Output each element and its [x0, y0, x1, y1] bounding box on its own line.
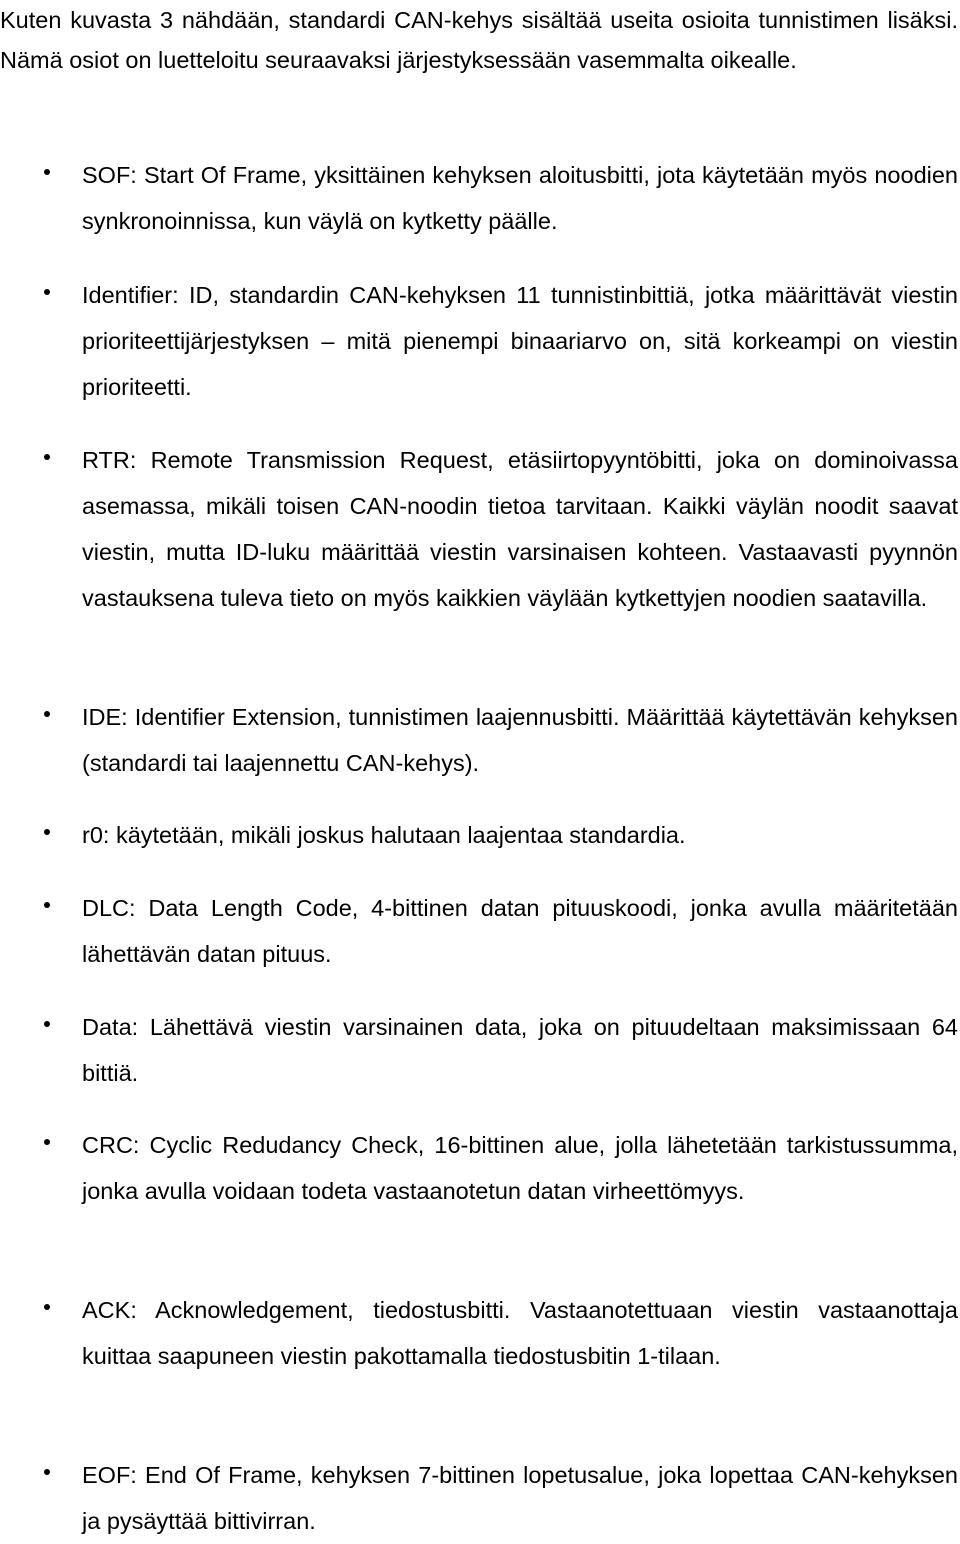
list-item-r0 — [0, 812, 958, 858]
bullet-icon — [44, 902, 50, 908]
list-item-sof — [0, 152, 958, 244]
bullet-icon — [44, 1469, 50, 1475]
bullet-icon — [44, 454, 50, 460]
list-item-text: SOF: Start Of Frame, yksittäinen kehyksen aloitusbitti, jota käytetään myös noodien synkronoinnissa, kun väylä on kytketty päälle. — [82, 162, 958, 234]
list-item-text: ACK: Acknowledgement, tiedostusbitti. Vastaanotettuaan viestin vastaanottaja kuittaa saapuneen viestin pakottamalla tiedostusbitin 1-tilaan. — [82, 1297, 958, 1369]
bullet-icon — [44, 169, 50, 175]
list-item-text: CRC: Cyclic Redudancy Check, 16-bittinen alue, jolla lähetetään tarkistussumma, jonka avulla voidaan todeta vastaanotetun datan virheettömyys. — [82, 1132, 958, 1204]
list-item-data — [0, 1004, 958, 1096]
list-item-text: DLC: Data Length Code, 4-bittinen datan pituuskoodi, jonka avulla määritetään lähettävän datan pituus. — [82, 895, 958, 967]
bullet-icon — [44, 1304, 50, 1310]
list-item-eof — [0, 1452, 958, 1544]
list-item-crc — [0, 1122, 958, 1214]
list-item-text: IDE: Identifier Extension, tunnistimen laajennusbitti. Määrittää käytettävän kehyksen (standardi tai laajennettu CAN-kehys). — [82, 704, 958, 776]
list-item-rtr — [0, 437, 958, 621]
intro-paragraph: Kuten kuvasta 3 nähdään, standardi CAN-kehys sisältää useita osioita tunnistimen lisäksi. Nämä osiot on luetteloitu seuraavaksi järjestyksessään vasemmalta oikealle. — [0, 7, 958, 73]
list-item-ack — [0, 1287, 958, 1379]
list-item-dlc — [0, 885, 958, 977]
bullet-icon — [44, 289, 50, 295]
list-item-identifier — [0, 272, 958, 410]
list-item-text: r0: käytetään, mikäli joskus halutaan laajentaa standardia. — [82, 822, 686, 848]
list-item-text: Data: Lähettävä viestin varsinainen data, joka on pituudeltaan maksimissaan 64 bittiä. — [82, 1014, 958, 1086]
bullet-icon — [44, 829, 50, 835]
bullet-icon — [44, 711, 50, 717]
list-item-text: RTR: Remote Transmission Request, etäsiirtopyyntöbitti, joka on dominoivassa asemassa, mikäli toisen CAN-noodin tietoa tarvitaan. Kaikki väylän noodit saavat viestin, mutta ID-luku määrittää viestin varsinaisen kohteen. Vastaavasti pyynnön vastauksena tuleva tieto on myös kaikkien väylään kytkettyjen noodien saatavilla. — [82, 447, 958, 611]
list-item-ide — [0, 694, 958, 786]
list-item-text: Identifier: ID, standardin CAN-kehyksen 11 tunnistinbittiä, jotka määrittävät viestin prioriteettijärjestyksen – mitä pienempi binaariarvo on, sitä korkeampi on viestin prioriteetti. — [82, 282, 958, 400]
list-item-text: EOF: End Of Frame, kehyksen 7-bittinen lopetusalue, joka lopettaa CAN-kehyksen ja pysäyttää bittivirran. — [82, 1462, 958, 1534]
bullet-icon — [44, 1021, 50, 1027]
bullet-icon — [44, 1139, 50, 1145]
